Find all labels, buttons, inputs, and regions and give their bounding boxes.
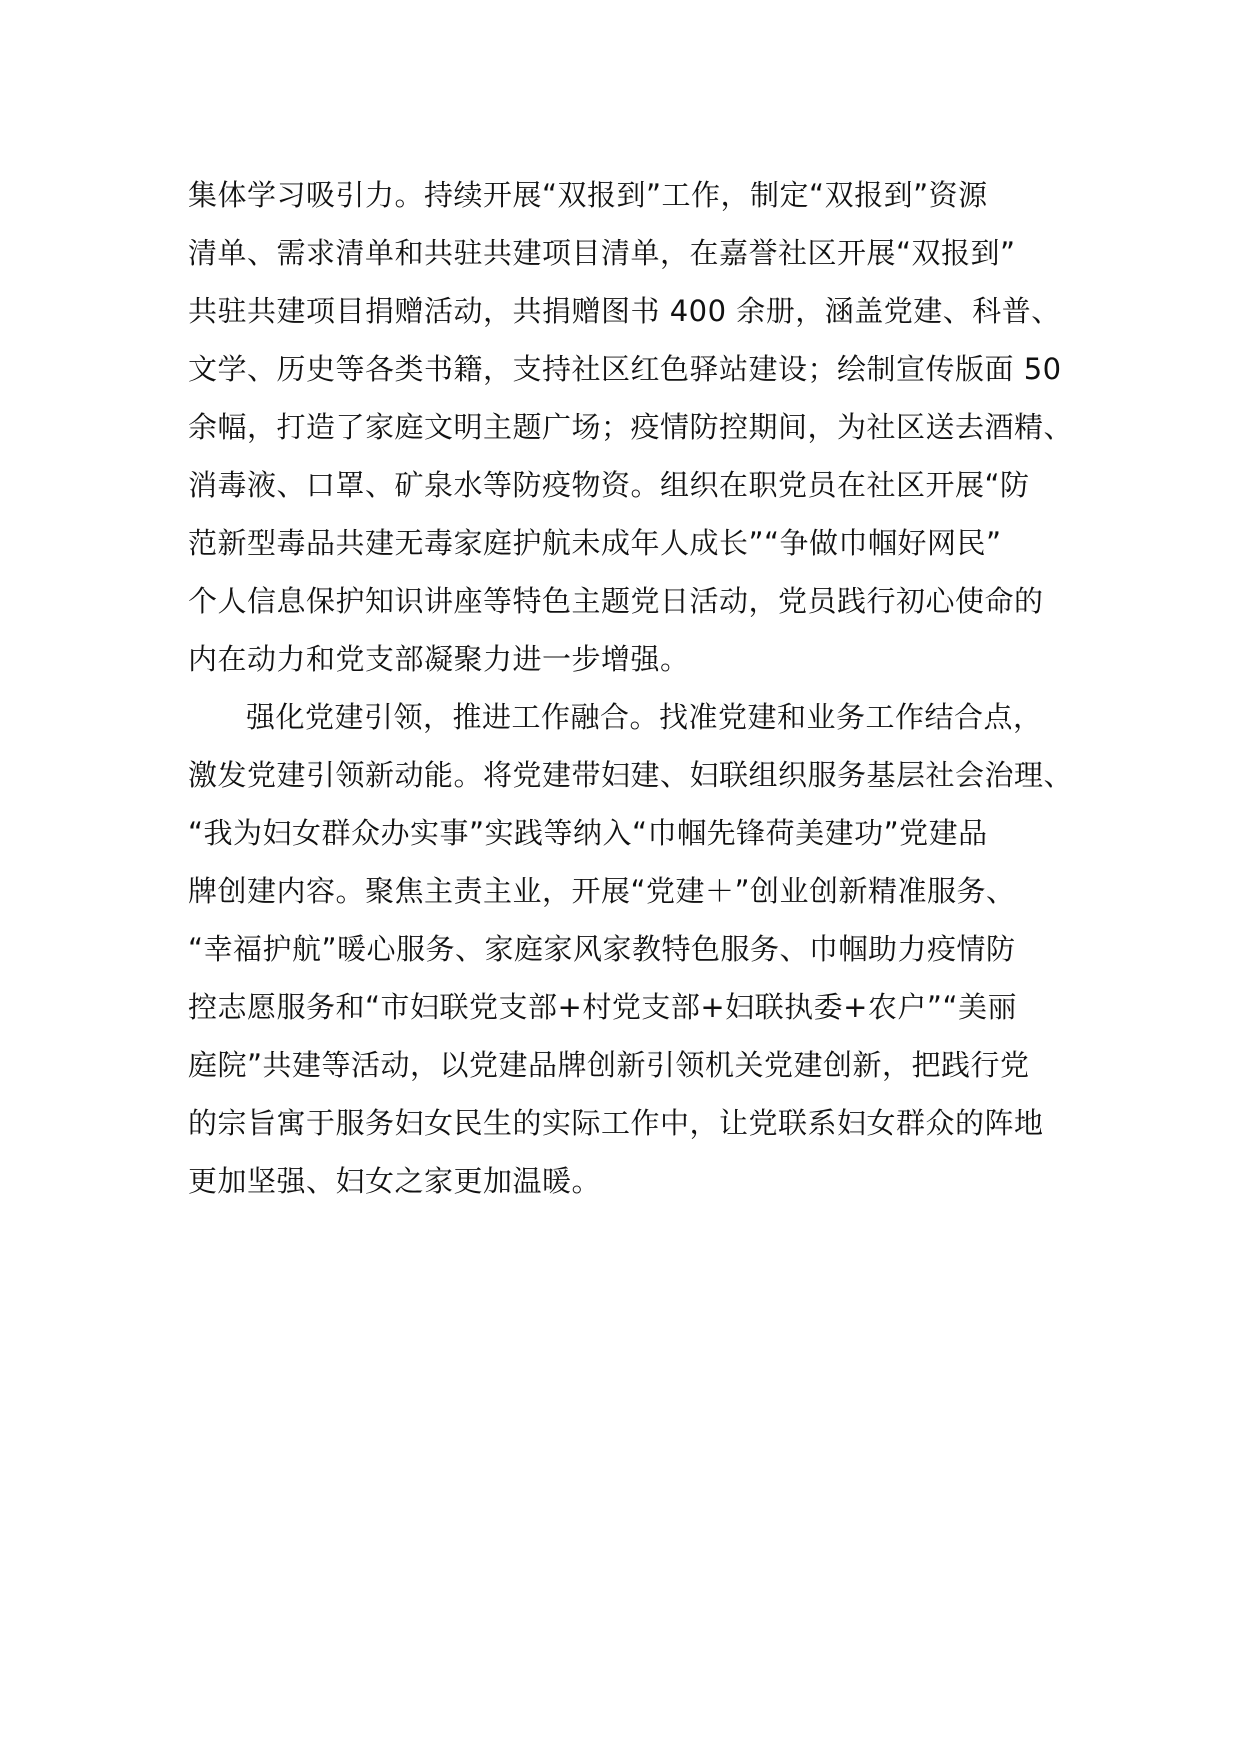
text-line: “我为妇女群众办实事”实践等纳入“巾帼先锋荷美建功”党建品 xyxy=(188,816,988,850)
text-line: 更加坚强、妇女之家更加温暖。 xyxy=(188,1164,602,1198)
text-line: 内在动力和党支部凝聚力进一步增强。 xyxy=(188,642,690,676)
text-line: 集体学习吸引力。持续开展“双报到”工作，制定“双报到”资源 xyxy=(188,178,988,212)
text-line: 文学、历史等各类书籍，支持社区红色驿站建设；绘制宣传版面 50 xyxy=(188,352,1062,386)
text-line: “幸福护航”暖心服务、家庭家风家教特色服务、巾帼助力疫情防 xyxy=(188,932,1016,966)
text-line: 激发党建引领新动能。将党建带妇建、妇联组织服务基层社会治理、 xyxy=(188,758,1074,792)
text-line: 庭院”共建等活动，以党建品牌创新引领机关党建创新，把践行党 xyxy=(188,1048,1030,1082)
text-line: 范新型毒品共建无毒家庭护航未成年人成长”“争做巾帼好网民” xyxy=(188,526,1002,560)
text-line: 的宗旨寓于服务妇女民生的实际工作中，让党联系妇女群众的阵地 xyxy=(188,1106,1044,1140)
text-line: 共驻共建项目捐赠活动，共捐赠图书 400 余册，涵盖党建、科普、 xyxy=(188,294,1061,328)
text-line: 牌创建内容。聚焦主责主业，开展“党建＋”创业创新精准服务、 xyxy=(188,874,1016,908)
paragraph-first-line: 强化党建引领，推进工作融合。找准党建和业务工作结合点， xyxy=(246,700,1043,734)
text-line: 清单、需求清单和共驻共建项目清单，在嘉誉社区开展“双报到” xyxy=(188,236,1016,270)
text-line: 余幅，打造了家庭文明主题广场；疫情防控期间，为社区送去酒精、 xyxy=(188,410,1074,444)
text-line: 个人信息保护知识讲座等特色主题党日活动，党员践行初心使命的 xyxy=(188,584,1044,618)
text-line: 消毒液、口罩、矿泉水等防疫物资。组织在职党员在社区开展“防 xyxy=(188,468,1030,502)
text-line: 控志愿服务和“市妇联党支部+村党支部+妇联执委+农户”“美丽 xyxy=(188,990,1017,1024)
